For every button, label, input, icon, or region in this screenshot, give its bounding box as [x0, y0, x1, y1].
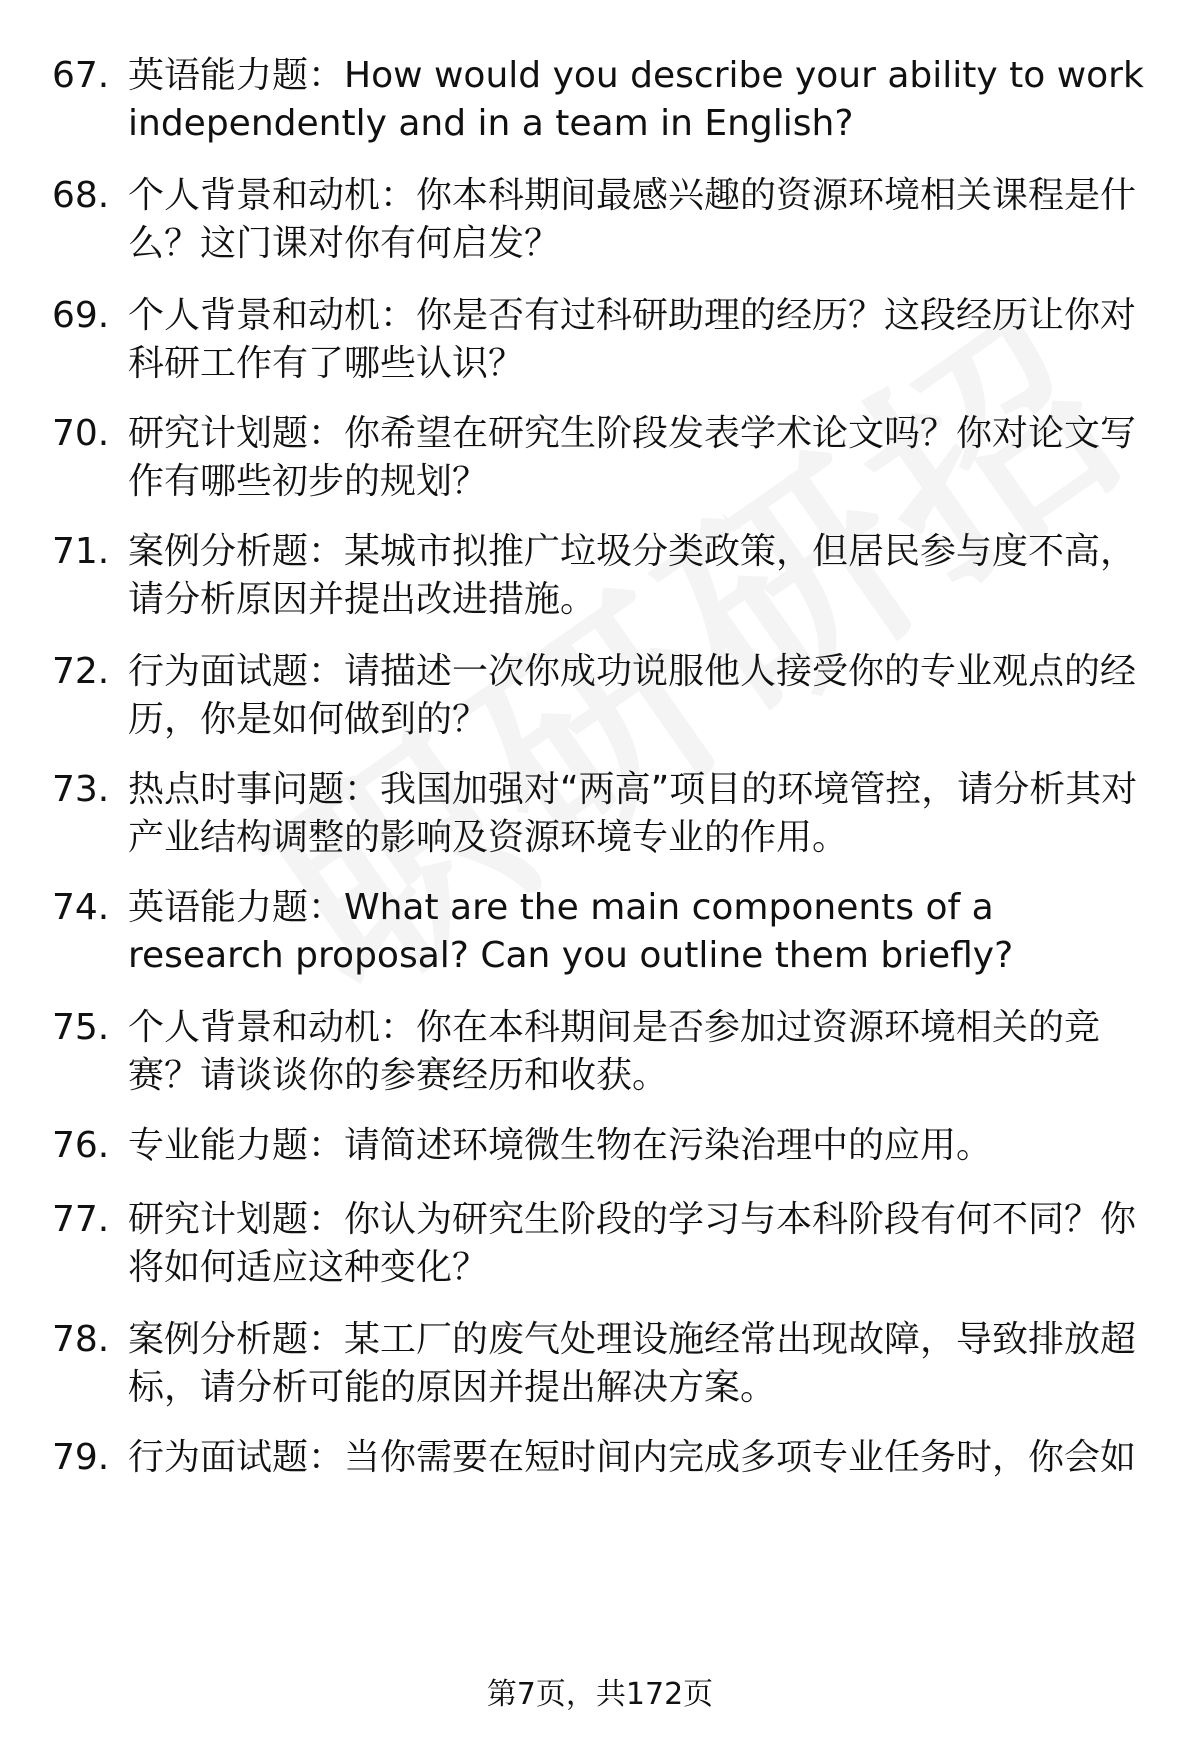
item-number: 71. [52, 531, 110, 572]
item-text: 研究计划题：你认为研究生阶段的学习与本科阶段有何不同？你将如何适应这种变化？ [128, 1199, 1137, 1288]
item-text: 专业能力题：请简述环境微生物在污染治理中的应用。 [128, 1125, 993, 1166]
item-number: 69. [52, 295, 110, 336]
item-text: 行为面试题：当你需要在短时间内完成多项专业任务时，你会如 [128, 1437, 1137, 1478]
item-text: 英语能力题：How would you describe your ability to work independently and in a team in English? [128, 55, 1144, 144]
item-text: 行为面试题：请描述一次你成功说服他人接受你的专业观点的经历，你是如何做到的？ [128, 651, 1137, 740]
item-text: 热点时事问题：我国加强对“两高”项目的环境管控，请分析其对产业结构调整的影响及资源环境专业的作用。 [128, 769, 1138, 858]
item-text: 个人背景和动机：你在本科期间是否参加过资源环境相关的竞赛？请谈谈你的参赛经历和收获。 [128, 1007, 1101, 1096]
item-number: 78. [52, 1319, 110, 1360]
item-number: 74. [52, 887, 110, 928]
item-number: 79. [52, 1437, 110, 1478]
page-footer: 第7页，共172页 [486, 1677, 714, 1712]
item-number: 73. [52, 769, 110, 810]
item-text: 案例分析题：某城市拟推广垃圾分类政策，但居民参与度不高，请分析原因并提出改进措施。 [128, 531, 1137, 620]
item-text: 案例分析题：某工厂的废气处理设施经常出现故障，导致排放超标，请分析可能的原因并提出解决方案。 [128, 1319, 1137, 1408]
item-number: 76. [52, 1125, 110, 1166]
item-number: 68. [52, 175, 110, 216]
item-text: 英语能力题：What are the main components of a research proposal? Can you outline them briefly? [128, 887, 1014, 976]
item-text: 个人背景和动机：你是否有过科研助理的经历？这段经历让你对科研工作有了哪些认识？ [128, 295, 1137, 384]
item-number: 72. [52, 651, 110, 692]
item-number: 75. [52, 1007, 110, 1048]
item-number: 77. [52, 1199, 110, 1240]
item-number: 70. [52, 413, 110, 454]
item-number: 67. [52, 55, 110, 96]
item-text: 研究计划题：你希望在研究生阶段发表学术论文吗？你对论文写作有哪些初步的规划？ [128, 413, 1137, 502]
item-text: 个人背景和动机：你本科期间最感兴趣的资源环境相关课程是什么？这门课对你有何启发？ [128, 175, 1137, 264]
